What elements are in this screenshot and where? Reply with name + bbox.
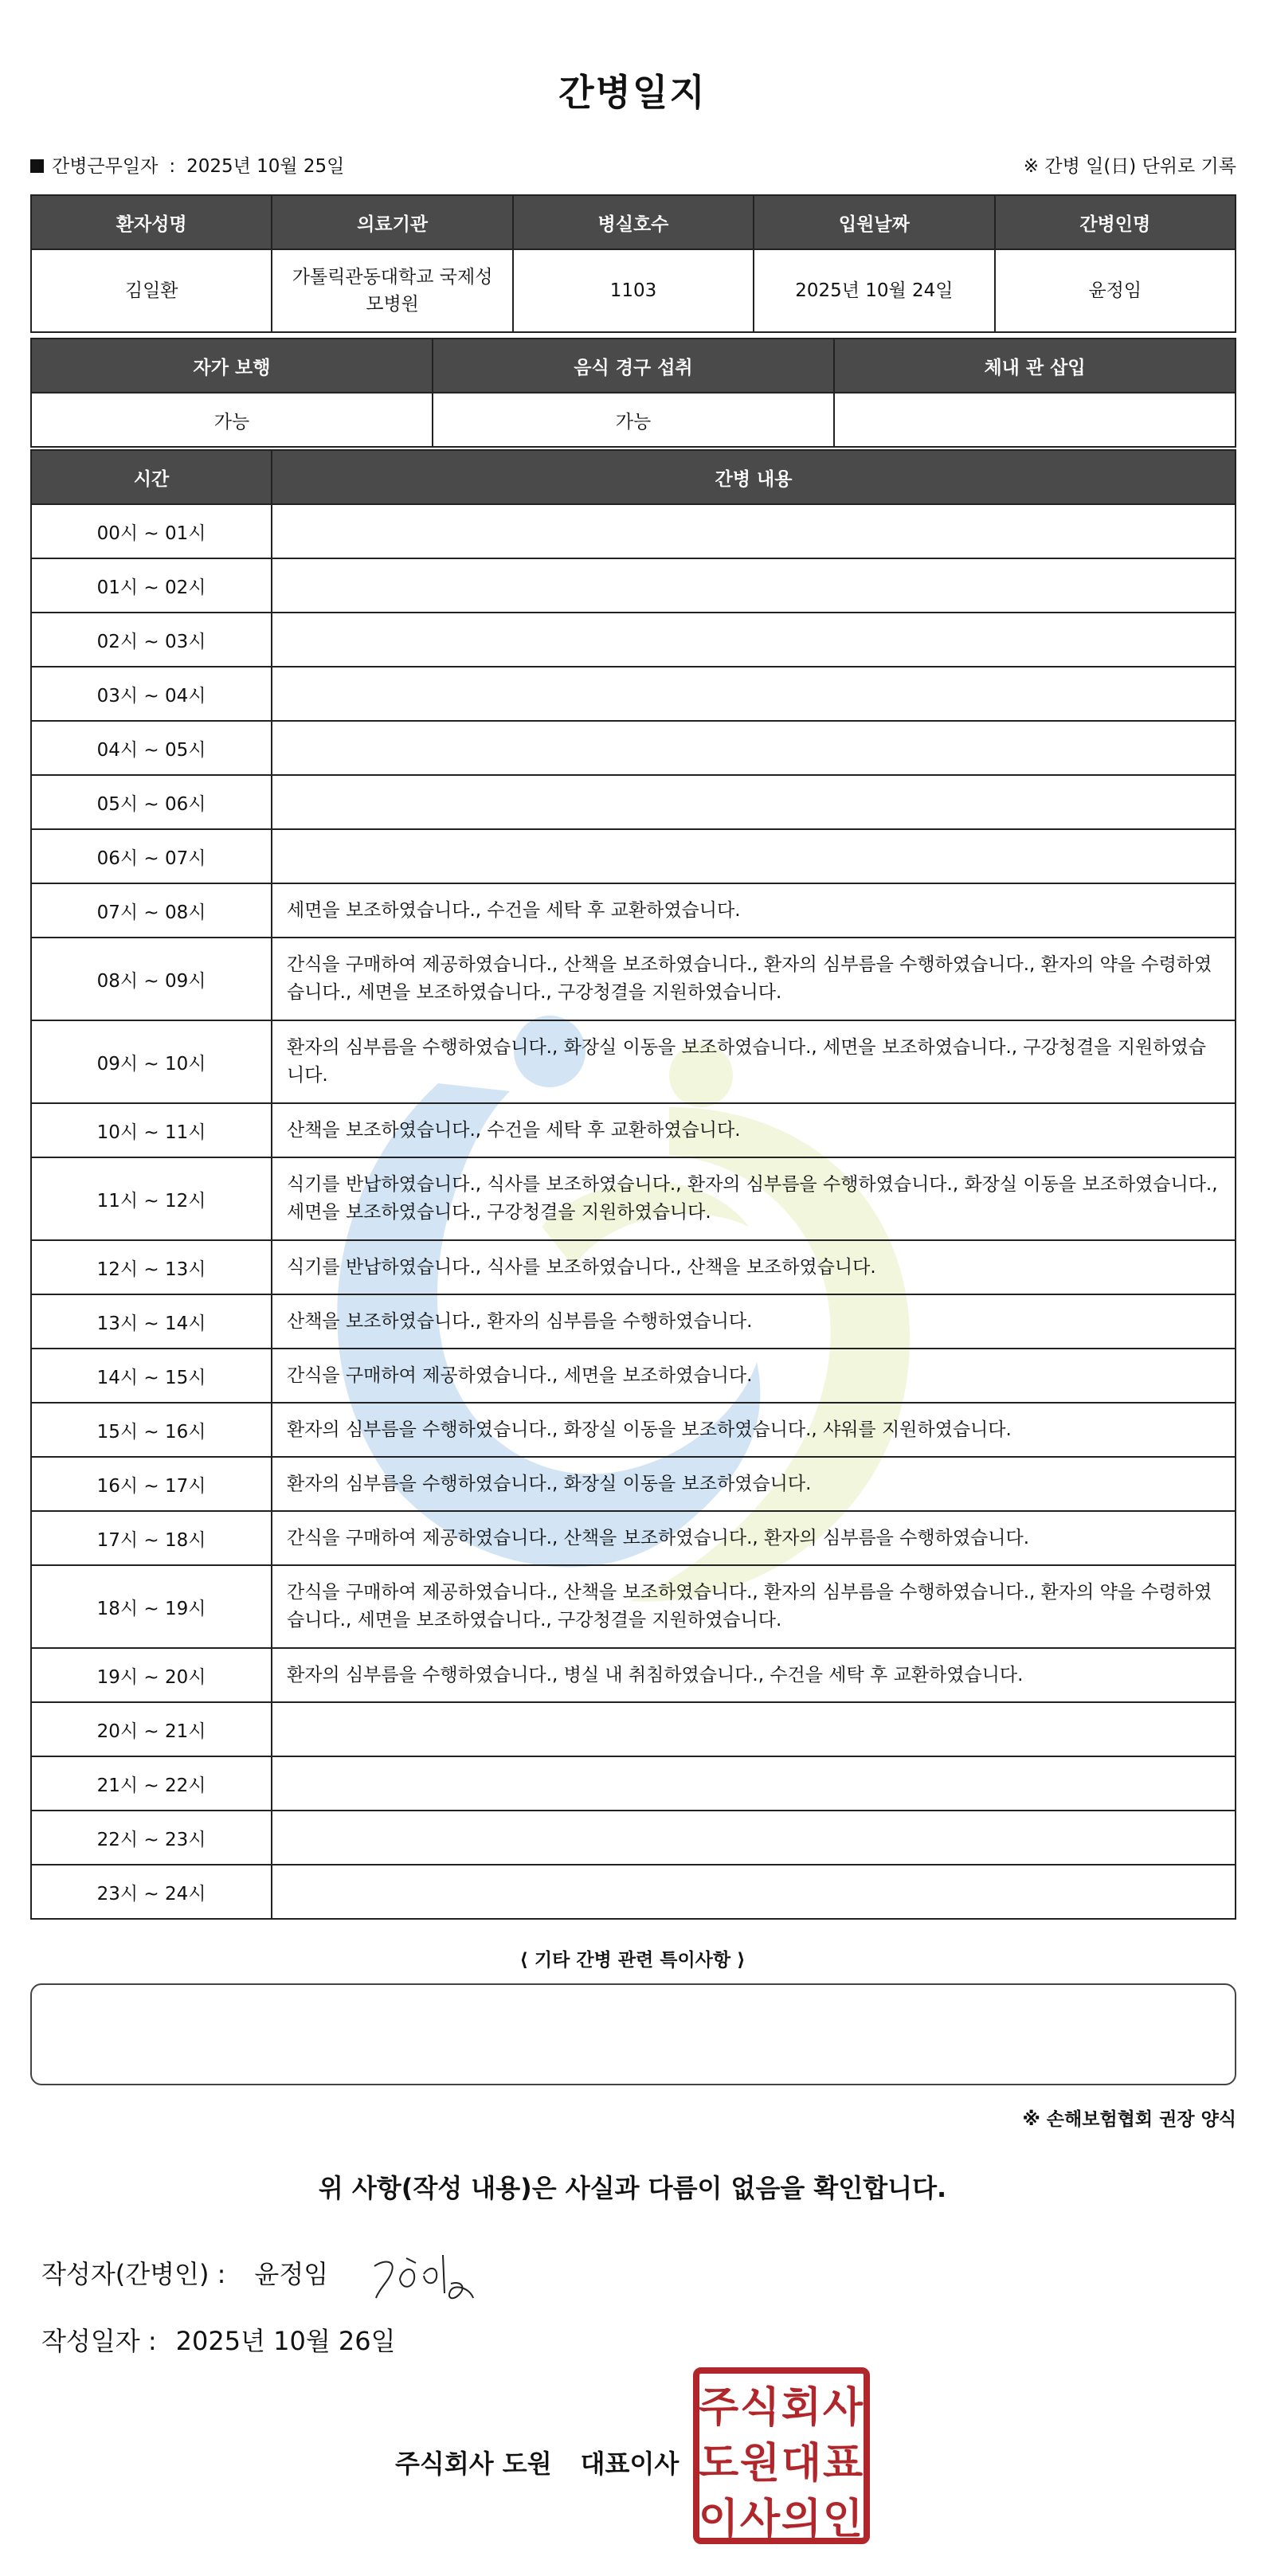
header-hospital: 의료기관	[272, 195, 512, 249]
patient-status-value-row	[31, 393, 1236, 447]
self-walking-value: 가능	[31, 393, 433, 447]
care-row	[31, 1294, 1236, 1349]
header-time: 시간	[31, 450, 272, 504]
work-date-label: 간병근무일자	[52, 156, 159, 177]
header-room-number: 병실호수	[513, 195, 754, 249]
care-row-content: 산책을 보조하였습니다., 수건을 세탁 후 교환하였습니다.	[272, 1103, 1236, 1157]
patient-name: 김일환	[31, 249, 272, 332]
patient-status-header-row	[31, 339, 1236, 393]
tube-insertion-value	[834, 393, 1236, 447]
care-row-time: 05시 ~ 06시	[31, 775, 272, 829]
header-tube-insertion: 체내 관 삽입	[834, 339, 1236, 393]
confirmation-statement: 위 사항(작성 내용)은 사실과 다름이 없음을 확인합니다.	[318, 2173, 947, 2203]
writer-label: 작성자(간병인) :	[41, 2259, 226, 2289]
care-row-content	[272, 1756, 1236, 1811]
care-row-content: 식기를 반납하였습니다., 식사를 보조하였습니다., 환자의 심부름을 수행하였습니다., 화장실 이동을 보조하였습니다., 세면을 보조하였습니다., 구강청결을 지원하였습니다.	[272, 1157, 1236, 1240]
care-row	[31, 1702, 1236, 1756]
company-seal-stamp	[691, 2366, 871, 2546]
ceo-label: 대표이사	[580, 2449, 679, 2479]
care-row	[31, 1349, 1236, 1403]
care-row-content: 간식을 구매하여 제공하였습니다., 산책을 보조하였습니다., 환자의 심부름을 수행하였습니다., 환자의 약을 수령하였습니다., 세면을 보조하였습니다., 구강청결을 지원하였습니다.	[272, 938, 1236, 1020]
patient-info-table	[30, 194, 1236, 333]
care-row-time: 00시 ~ 01시	[31, 504, 272, 558]
hourly-care-rows	[31, 504, 1236, 1919]
care-row	[31, 1103, 1236, 1157]
care-row	[31, 558, 1236, 613]
work-date-value: 2025년 10월 25일	[186, 156, 345, 177]
care-row-time: 20시 ~ 21시	[31, 1702, 272, 1756]
care-row-time: 19시 ~ 20시	[31, 1648, 272, 1702]
seal-character: 사	[739, 2496, 781, 2543]
patient-info-value-row	[31, 249, 1236, 332]
seal-character: 주	[698, 2384, 739, 2432]
care-row	[31, 829, 1236, 883]
care-row	[31, 1157, 1236, 1240]
care-row-content: 간식을 구매하여 제공하였습니다., 세면을 보조하였습니다.	[272, 1349, 1236, 1403]
care-row-time: 04시 ~ 05시	[31, 721, 272, 775]
care-row	[31, 1020, 1236, 1103]
care-row-time: 22시 ~ 23시	[31, 1811, 272, 1865]
header-patient-name: 환자성명	[31, 195, 272, 249]
special-notes-title: ⟨ 기타 간병 관련 특이사항 ⟩	[519, 1950, 746, 1971]
writer-line	[41, 2254, 328, 2291]
care-row-time: 16시 ~ 17시	[31, 1457, 272, 1511]
care-row-content: 세면을 보조하였습니다., 수건을 세탁 후 교환하였습니다.	[272, 883, 1236, 938]
hourly-care-table	[30, 449, 1236, 1920]
care-row	[31, 1811, 1236, 1865]
care-row	[31, 613, 1236, 667]
admission-date: 2025년 10월 24일	[754, 249, 994, 332]
seal-character: 의	[781, 2496, 822, 2543]
care-row-content	[272, 775, 1236, 829]
seal-character: 원	[739, 2440, 781, 2488]
seal-character: 대	[781, 2440, 822, 2488]
care-row-content	[272, 558, 1236, 613]
header-oral-intake: 음식 경구 섭취	[433, 339, 834, 393]
written-date-label: 작성일자 :	[41, 2326, 157, 2356]
care-row	[31, 1565, 1236, 1648]
care-row-time: 13시 ~ 14시	[31, 1294, 272, 1349]
header-care-content: 간병 내용	[272, 450, 1236, 504]
work-date-separator: :	[169, 156, 176, 177]
seal-character: 식	[739, 2384, 781, 2432]
care-row-time: 09시 ~ 10시	[31, 1020, 272, 1103]
written-date-value: 2025년 10월 26일	[175, 2326, 396, 2356]
care-row-content: 식기를 반납하였습니다., 식사를 보조하였습니다., 산책을 보조하였습니다.	[272, 1240, 1236, 1294]
care-row-time: 17시 ~ 18시	[31, 1511, 272, 1565]
header-admission-date: 입원날짜	[754, 195, 994, 249]
care-row	[31, 721, 1236, 775]
company-name: 주식회사 도원	[395, 2449, 552, 2479]
care-row-content	[272, 721, 1236, 775]
care-row-content: 간식을 구매하여 제공하였습니다., 산책을 보조하였습니다., 환자의 심부름을 수행하였습니다.	[272, 1511, 1236, 1565]
oral-intake-value: 가능	[433, 393, 834, 447]
handwritten-signature	[368, 2242, 480, 2306]
room-number: 1103	[513, 249, 754, 332]
care-row-content: 간식을 구매하여 제공하였습니다., 산책을 보조하였습니다., 환자의 심부름을 수행하였습니다., 환자의 약을 수령하였습니다., 세면을 보조하였습니다., 구강청결을 지원하였습니다.	[272, 1565, 1236, 1648]
care-row-time: 03시 ~ 04시	[31, 667, 272, 721]
care-row-content: 산책을 보조하였습니다., 환자의 심부름을 수행하였습니다.	[272, 1294, 1236, 1349]
seal-character: 표	[822, 2440, 864, 2488]
care-row-time: 06시 ~ 07시	[31, 829, 272, 883]
care-row-content	[272, 1702, 1236, 1756]
care-row-content	[272, 1865, 1236, 1919]
care-row-time: 18시 ~ 19시	[31, 1565, 272, 1648]
seal-character: 사	[822, 2384, 864, 2432]
care-row-content: 환자의 심부름을 수행하였습니다., 병실 내 취침하였습니다., 수건을 세탁 후 교환하였습니다.	[272, 1648, 1236, 1702]
page-title: 간병일지	[558, 71, 707, 114]
care-row-content: 환자의 심부름을 수행하였습니다., 화장실 이동을 보조하였습니다., 세면을 보조하였습니다., 구강청결을 지원하였습니다.	[272, 1020, 1236, 1103]
care-row-time: 23시 ~ 24시	[31, 1865, 272, 1919]
patient-info-header-row	[31, 195, 1236, 249]
care-row-content	[272, 504, 1236, 558]
recording-note: ※ 간병 일(日) 단위로 기록	[1023, 156, 1236, 177]
care-row	[31, 1457, 1236, 1511]
care-row	[31, 1511, 1236, 1565]
care-row-content	[272, 613, 1236, 667]
care-row-content	[272, 667, 1236, 721]
care-row-time: 14시 ~ 15시	[31, 1349, 272, 1403]
care-row-time: 21시 ~ 22시	[31, 1756, 272, 1811]
care-row	[31, 775, 1236, 829]
form-footnote: ※ 손해보험협회 권장 양식	[1022, 2109, 1236, 2130]
care-row-content: 환자의 심부름을 수행하였습니다., 화장실 이동을 보조하였습니다., 샤워를 지원하였습니다.	[272, 1403, 1236, 1457]
care-row-time: 10시 ~ 11시	[31, 1103, 272, 1157]
care-row	[31, 667, 1236, 721]
work-date	[30, 151, 344, 178]
special-notes-box	[30, 1983, 1236, 2085]
patient-status-table	[30, 338, 1236, 448]
care-row-time: 01시 ~ 02시	[31, 558, 272, 613]
company-line	[395, 2444, 679, 2480]
header-self-walking: 자가 보행	[31, 339, 433, 393]
written-date-line	[41, 2321, 396, 2358]
seal-character: 도	[698, 2440, 739, 2488]
hourly-care-header-row	[31, 450, 1236, 504]
care-row	[31, 938, 1236, 1020]
care-row	[31, 883, 1236, 938]
care-row	[31, 1240, 1236, 1294]
care-row-time: 12시 ~ 13시	[31, 1240, 272, 1294]
care-row	[31, 1403, 1236, 1457]
care-row-content: 환자의 심부름을 수행하였습니다., 화장실 이동을 보조하였습니다.	[272, 1457, 1236, 1511]
hospital-name: 가톨릭관동대학교 국제성모병원	[272, 249, 512, 332]
header-caregiver-name: 간병인명	[995, 195, 1236, 249]
care-row-content	[272, 829, 1236, 883]
care-row-time: 07시 ~ 08시	[31, 883, 272, 938]
care-row	[31, 504, 1236, 558]
care-row-content	[272, 1811, 1236, 1865]
seal-character: 회	[781, 2384, 822, 2432]
seal-character: 이	[698, 2496, 739, 2543]
care-row	[31, 1648, 1236, 1702]
square-bullet-icon	[30, 159, 44, 173]
care-row	[31, 1756, 1236, 1811]
care-row-time: 11시 ~ 12시	[31, 1157, 272, 1240]
care-row-time: 02시 ~ 03시	[31, 613, 272, 667]
seal-character: 인	[822, 2496, 864, 2543]
care-row-time: 15시 ~ 16시	[31, 1403, 272, 1457]
writer-name: 윤정임	[254, 2259, 329, 2289]
care-row	[31, 1865, 1236, 1919]
care-row-time: 08시 ~ 09시	[31, 938, 272, 1020]
caregiver-name: 윤정임	[995, 249, 1236, 332]
